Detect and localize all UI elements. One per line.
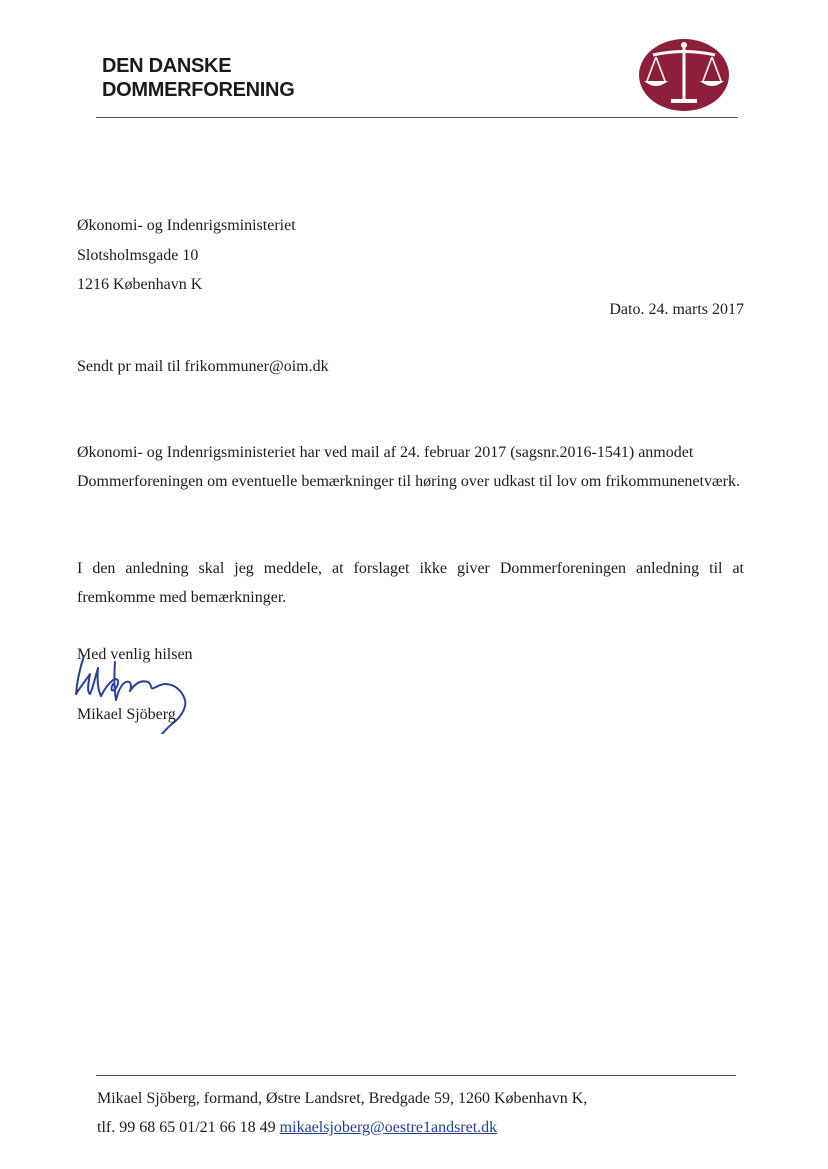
scales-of-justice-icon	[638, 38, 730, 112]
footer-divider	[96, 1075, 736, 1076]
footer-contact	[97, 1113, 587, 1142]
sent-via-email-note: Sendt pr mail til frikommuner@oim.dk	[77, 358, 329, 375]
header-divider	[96, 117, 738, 118]
organization-name-line1: DEN DANSKE	[102, 55, 232, 77]
recipient-street: Slotsholmsgade 10	[77, 246, 199, 264]
signatory-name: Mikael Sjöberg	[77, 706, 176, 723]
footer-email-link[interactable]: mikaelsjoberg@oestre1andsret.dk	[279, 1119, 498, 1136]
recipient-address	[77, 211, 296, 300]
footer-phone: tlf. 99 68 65 01/21 66 18 49	[97, 1119, 276, 1136]
organization-name-line2: DOMMERFORENING	[102, 79, 295, 101]
organization-name	[102, 54, 294, 102]
footer-address: Mikael Sjöberg, formand, Østre Landsret, Bredgade 59, 1260 København K,	[97, 1090, 588, 1107]
recipient-name: Økonomi- og Indenrigsministeriet	[77, 217, 296, 234]
recipient-city: 1216 København K	[77, 276, 203, 293]
body-paragraph-2: I den anledning skal jeg meddele, at forslaget ikke giver Dommerforeningen anledning til at fremkomme med bemærkninger.	[77, 560, 744, 606]
body-paragraph-1: Økonomi- og Indenrigsministeriet har ved mail af 24. februar 2017 (sagsnr.2016-1541) anmodet Dommerforeningen om eventuelle bemærkninger til høring over udkast til lov om frikommunenetværk.	[77, 444, 740, 490]
closing-greeting: Med venlig hilsen	[77, 646, 193, 663]
letter-date: Dato. 24. marts 2017	[609, 301, 744, 318]
footer	[97, 1084, 587, 1142]
